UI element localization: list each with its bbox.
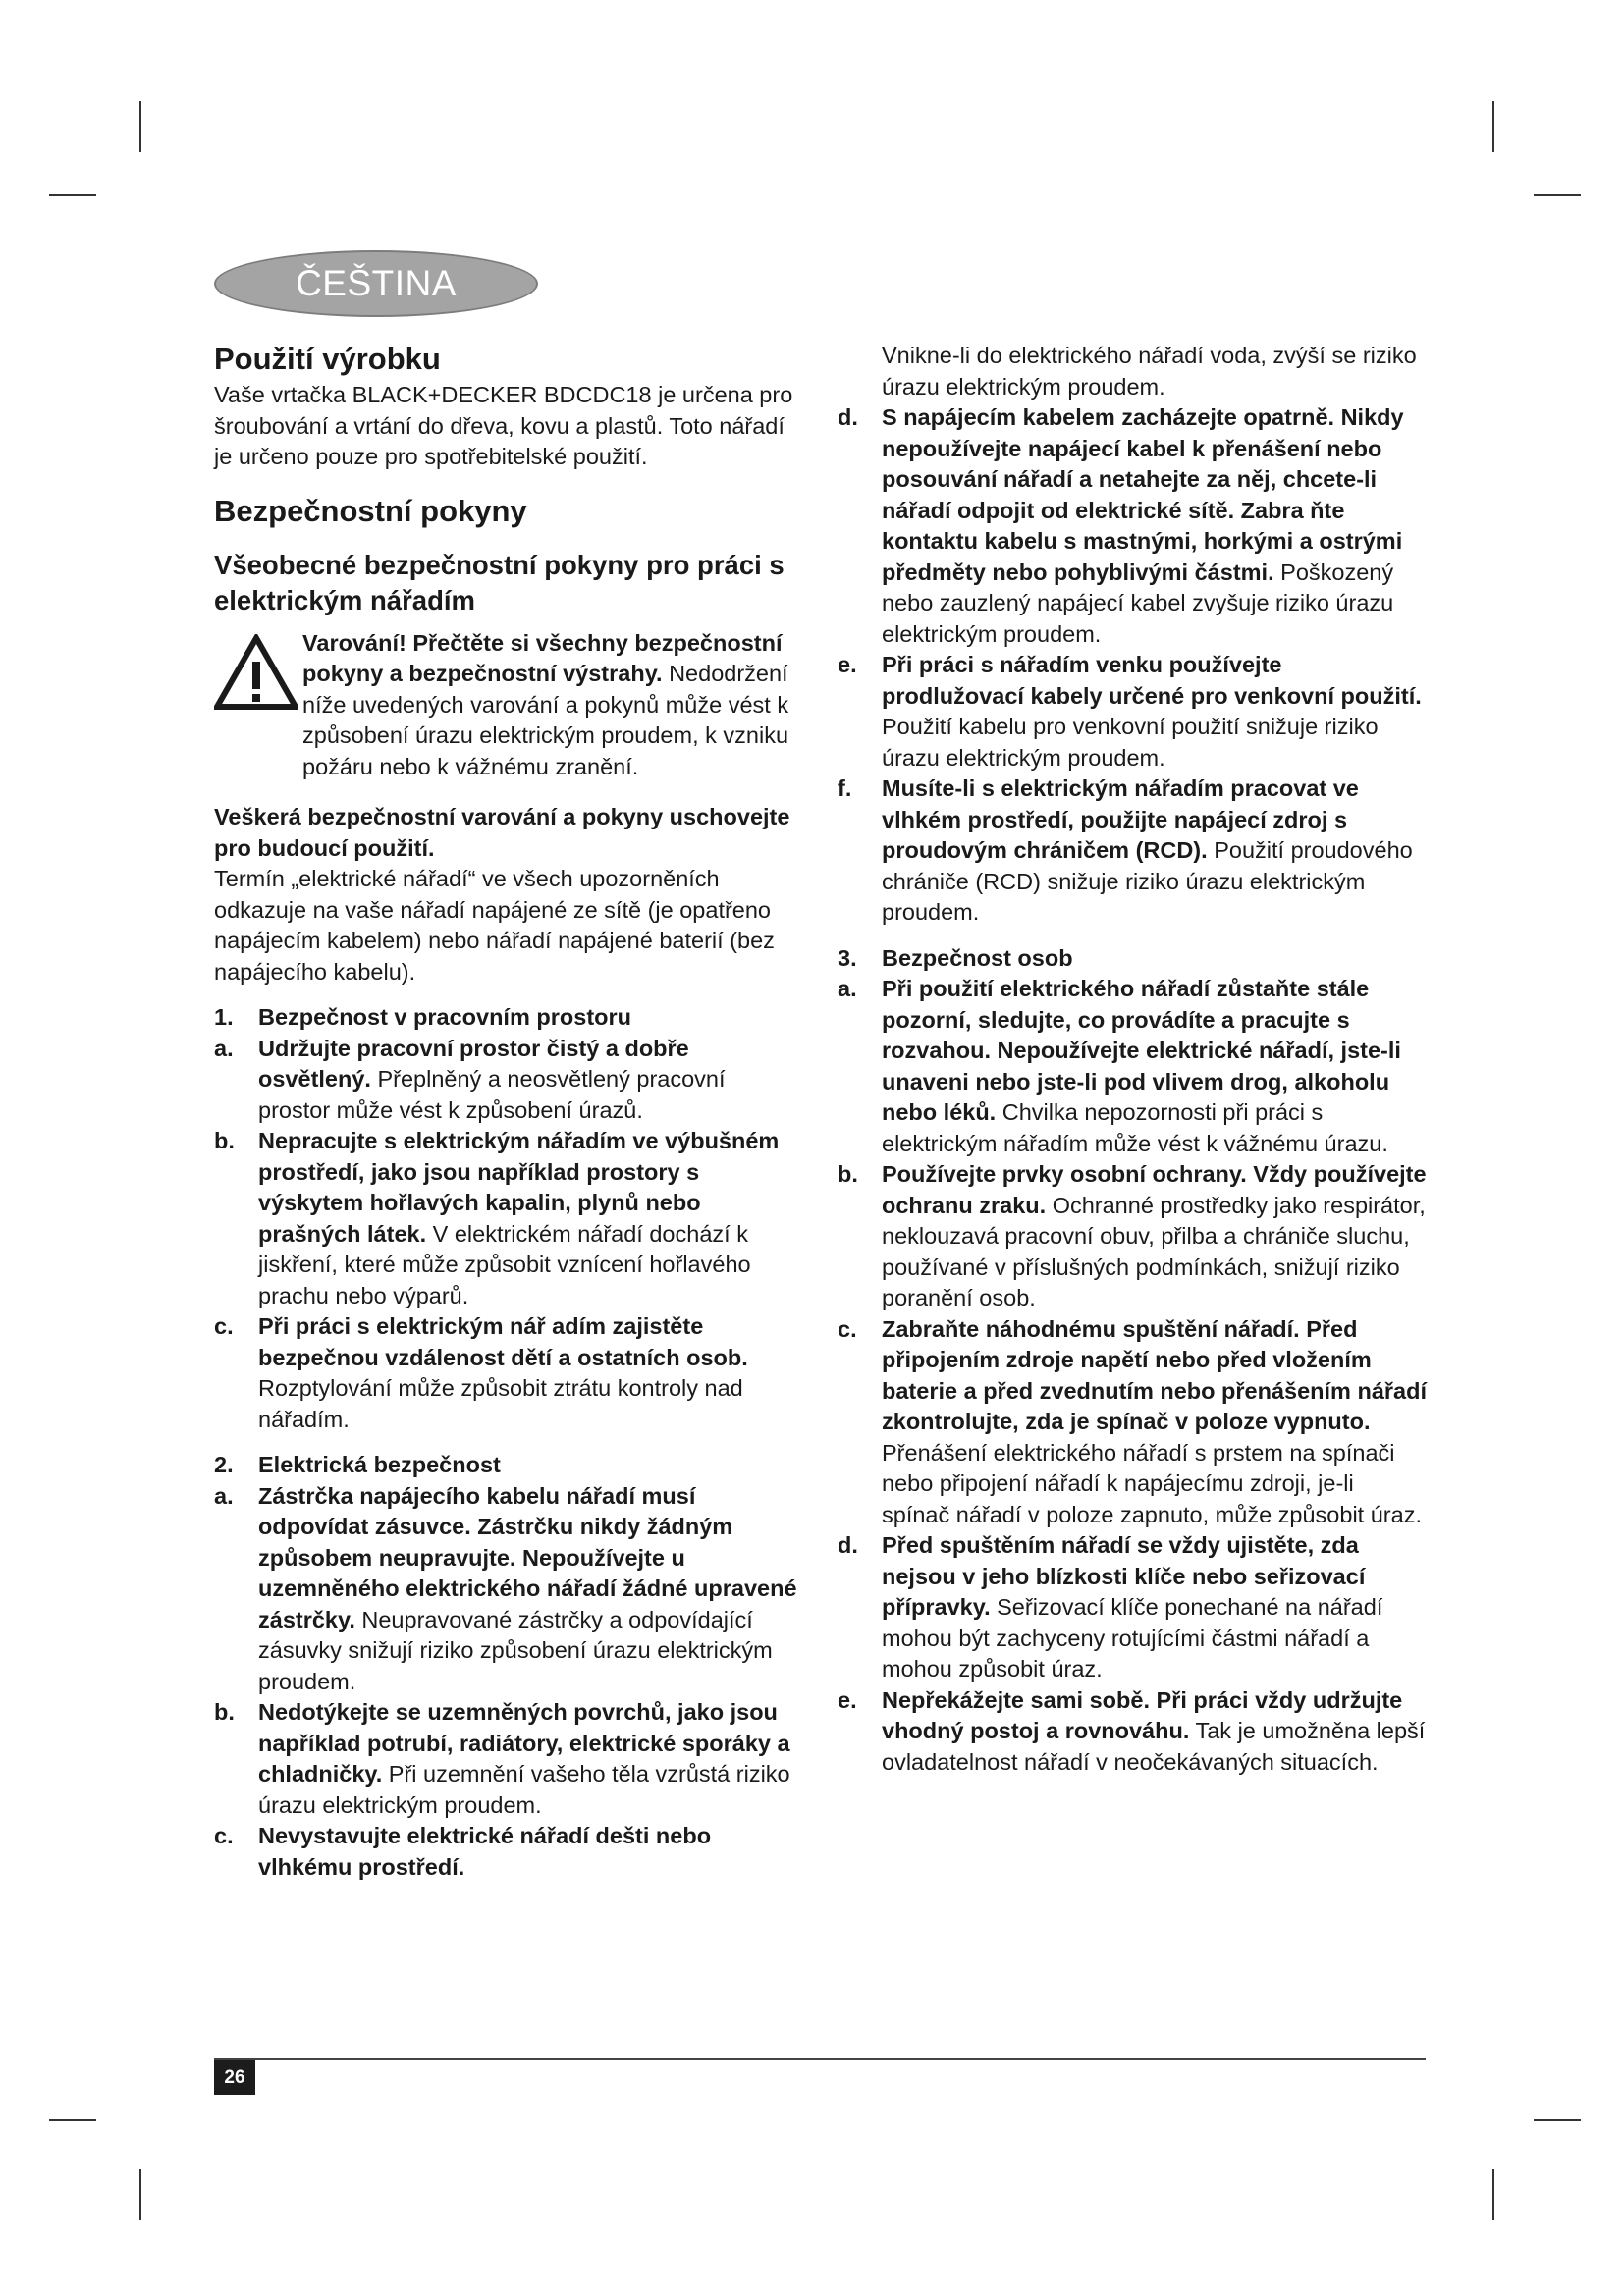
- heading-general-safety: Všeobecné bezpečnostní pokyny pro práci s elektrickým nářadím: [214, 549, 785, 615]
- list-item: [838, 402, 1427, 650]
- section-title: Bezpečnost osob: [882, 944, 1073, 971]
- item-letter: b.: [214, 1128, 235, 1153]
- continued-text: Vnikne-li do elektrického nářadí voda, zvýší se riziko úrazu elektrickým proudem.: [882, 343, 1417, 400]
- crop-mark: [139, 2169, 141, 2220]
- item-bold: Při práci s nářadím venku používejte prodlužovací kabely určené pro venkovní použití.: [882, 652, 1422, 709]
- language-label: ČEŠTINA: [296, 263, 457, 303]
- warning-bold: Varování! Přečtěte si všechny bezpečnostní pokyny a bezpečnostní výstrahy.: [302, 629, 783, 686]
- section-title: Elektrická bezpečnost: [258, 1452, 501, 1477]
- list-item: [214, 1697, 803, 1821]
- item-letter: a.: [838, 976, 857, 1001]
- item-bold: Zabraňte náhodnému spuštění nářadí. Před připojením zdroje napětí nebo před vložením baterie a před zvednutím nebo přenášením nářadí zkontrolujte, zda je spínač v poloze vypnuto.: [882, 1315, 1428, 1434]
- list-item: [214, 1481, 803, 1698]
- left-column: [214, 341, 803, 1883]
- language-tab: [214, 250, 538, 317]
- usage-text: Vaše vrtačka BLACK+DECKER BDCDC18 je určena pro šroubování a vrtání do dřeva, kovu a plastů. Toto nářadí je určeno pouze pro spotřebitelské použití.: [214, 382, 793, 469]
- list-item: [838, 1685, 1427, 1779]
- list-item: [214, 1034, 803, 1127]
- list-item: [838, 1159, 1427, 1314]
- section-number: 1.: [214, 1004, 234, 1030]
- section-title: Bezpečnost v pracovním prostoru: [258, 1004, 631, 1030]
- item-letter: b.: [838, 1161, 858, 1187]
- crop-mark: [1534, 194, 1581, 196]
- item-letter: c.: [838, 1315, 857, 1342]
- list-item: [838, 650, 1427, 774]
- item-letter: d.: [838, 404, 858, 430]
- list-item: [838, 774, 1427, 929]
- item-bold: Nevystavujte elektrické nářadí dešti nebo vlhkému prostředí.: [258, 1823, 712, 1880]
- warning-triangle-icon: [214, 634, 298, 711]
- item-text: Poškozený nebo zauzlený napájecí kabel zvyšuje riziko úrazu elektrickým proudem.: [882, 559, 1394, 647]
- item-letter: b.: [214, 1699, 235, 1725]
- list-item: [838, 1530, 1427, 1685]
- list-item: [214, 1126, 803, 1311]
- item-bold: Nepřekážejte sami sobě. Při práci vždy udržujte vhodný postoj a rovnováhu.: [882, 1686, 1403, 1743]
- section-number: 3.: [838, 944, 857, 971]
- item-text: Použití kabelu pro venkovní použití snižuje riziko úrazu elektrickým proudem.: [882, 714, 1379, 771]
- list-item: [838, 1314, 1427, 1531]
- footer-rule: [214, 2058, 1426, 2060]
- item-letter: a.: [214, 1482, 234, 1509]
- warning-text: Nedodržení níže uvedených varování a pokynů může vést k způsobení úrazu elektrickým proudem, k vzniku požáru nebo k vážnému zranění.: [302, 661, 789, 779]
- item-letter: c.: [214, 1313, 234, 1339]
- page-number: 26: [214, 2060, 255, 2095]
- item-text: Při uzemnění vašeho těla vzrůstá riziko úrazu elektrickým proudem.: [258, 1761, 790, 1818]
- item-bold: Před spuštěním nářadí se vždy ujistěte, zda nejsou v jeho blízkosti klíče nebo seřizovací přípravky.: [882, 1532, 1366, 1620]
- section-heading: [214, 1002, 803, 1034]
- right-column: [838, 341, 1427, 1778]
- item-bold: Zástrčka napájecího kabelu nářadí musí odpovídat zásuvce. Zástrčku nikdy žádným způsobem neupravujte. Nepoužívejte u uzemněného elektrického nářadí žádné upravené zástrčky.: [258, 1482, 797, 1632]
- crop-mark: [49, 2119, 96, 2121]
- heading-safety: Bezpečnostní pokyny: [214, 493, 527, 528]
- item-text: Tak je umožněna lepší ovladatelnost nářadí v neočekávaných situacích.: [882, 1718, 1426, 1775]
- crop-mark: [1492, 101, 1494, 152]
- section-heading: [214, 1450, 803, 1481]
- item-text: V elektrickém nářadí dochází k jiskření, které může způsobit vznícení hořlavého prachu nebo výparů.: [258, 1220, 751, 1308]
- item-letter: e.: [838, 1686, 857, 1713]
- item-bold: Udržujte pracovní prostor čistý a dobře osvětlený.: [258, 1035, 689, 1092]
- crop-mark: [1492, 2169, 1494, 2220]
- item-letter: a.: [214, 1035, 234, 1061]
- keep-instructions-bold: Veškerá bezpečnostní varování a pokyny uschovejte pro budoucí použití.: [214, 804, 790, 861]
- item-bold: Při práci s elektrickým nář adím zajistěte bezpečnou vzdálenost dětí a ostatních osob.: [258, 1313, 748, 1370]
- section-number: 2.: [214, 1452, 234, 1477]
- item-bold: S napájecím kabelem zacházejte opatrně. Nikdy nepoužívejte napájecí kabel k přenášení nebo posouvání nářadí a netahejte za něj, chcete-li nářadí odpojit od elektrické sítě. Zabra ňte kontaktu kabelu s mastnými, horkými a ostrými předměty nebo pohyblivými částmi.: [882, 404, 1404, 585]
- item-bold: Používejte prvky osobní ochrany. Vždy používejte ochranu zraku.: [882, 1161, 1427, 1218]
- item-text: Neupravované zástrčky a odpovídající zásuvky snižují riziko způsobení úrazu elektrickým proudem.: [258, 1606, 773, 1694]
- item-letter: e.: [838, 652, 857, 677]
- item-bold: Nedotýkejte se uzemněných povrchů, jako jsou například potrubí, radiátory, elektrické sporáky a chladničky.: [258, 1699, 790, 1787]
- list-item: [838, 974, 1427, 1159]
- item-bold: Musíte-li s elektrickým nářadím pracovat ve vlhkém prostředí, použijte napájecí zdroj s proudovým chráničem (RCD).: [882, 775, 1359, 863]
- item-text: Chvilka nepozornosti při práci s elektrickým nářadím může vést k vážnému úrazu.: [882, 1099, 1388, 1156]
- crop-mark: [1534, 2119, 1581, 2121]
- item-letter: c.: [214, 1823, 234, 1848]
- item-text: Rozptylování může způsobit ztrátu kontroly nad nářadím.: [258, 1375, 743, 1432]
- item-text: Přenášení elektrického nářadí s prstem na spínači nebo připojení nářadí k napájecímu zdroji, je-li spínač nářadí v poloze zapnuto, může způsobit úraz.: [882, 1439, 1422, 1527]
- item-text: Přeplněný a neosvětlený pracovní prostor může vést k způsobení úrazů.: [258, 1066, 726, 1123]
- heading-usage: Použití výrobku: [214, 342, 441, 376]
- item-letter: d.: [838, 1532, 858, 1558]
- item-text: Seřizovací klíče ponechané na nářadí mohou být zachyceny rotujícími částmi nářadí a mohou způsobit úraz.: [882, 1594, 1383, 1682]
- list-item: [214, 1311, 803, 1435]
- warning-block: [214, 628, 803, 783]
- keep-instructions-text: Termín „elektrické nářadí“ ve všech upozorněních odkazuje na vaše nářadí napájené ze sítě (je opatřeno napájecím kabelem) nebo nářadí napájené baterií (bez napájecího kabelu).: [214, 866, 775, 985]
- crop-mark: [139, 101, 141, 152]
- section-heading: [838, 943, 1427, 975]
- item-text: Použití proudového chrániče (RCD) snižuje riziko úrazu elektrickým proudem.: [882, 837, 1413, 925]
- item-text: Ochranné prostředky jako respirátor, neklouzavá pracovní obuv, přilba a chrániče sluchu, používané v příslušných podmínkách, snižují riziko poranění osob.: [882, 1192, 1426, 1310]
- item-bold: Při použití elektrického nářadí zůstaňte stále pozorní, sledujte, co provádíte a pracujte s rozvahou. Nepoužívejte elektrické nářadí, jste-li unaveni nebo jste-li pod vlivem drog, alkoholu nebo léků.: [882, 976, 1401, 1125]
- item-bold: Nepracujte s elektrickým nářadím ve výbušném prostředí, jako jsou například prostory s výskytem hořlavých kapalin, plynů nebo prašných látek.: [258, 1128, 780, 1247]
- item-letter: f.: [838, 775, 852, 801]
- list-item: [214, 1821, 803, 1883]
- crop-mark: [49, 194, 96, 196]
